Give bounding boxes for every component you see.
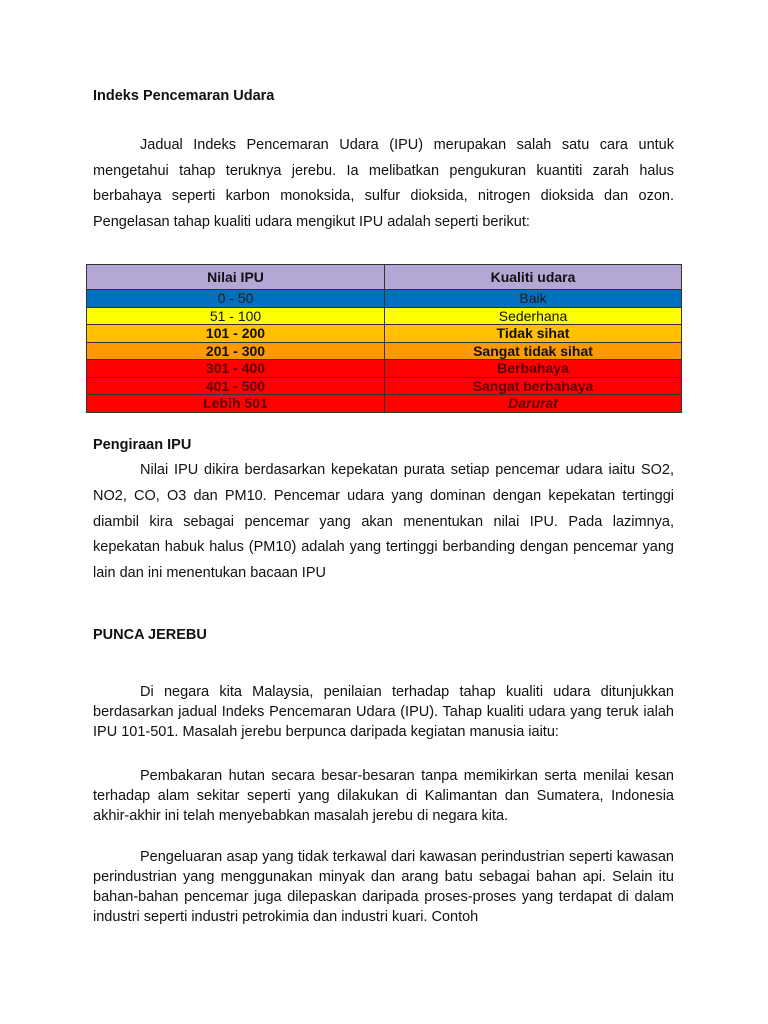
ipu-range-cell: Lebih 501 [87,395,385,413]
punca-paragraph-2 [93,766,674,826]
ipu-range-cell: 0 - 50 [87,290,385,308]
ipu-range-cell: 101 - 200 [87,325,385,343]
ipu-range-cell: 201 - 300 [87,342,385,360]
ipu-range-cell: 401 - 500 [87,377,385,395]
air-quality-cell: Berbahaya [385,360,682,378]
pengiraan-paragraph [93,458,674,587]
ipu-table-row [87,342,682,360]
ipu-range-cell: 51 - 100 [87,307,385,325]
ipu-table-row [87,307,682,325]
header-kualiti-udara: Kualiti udara [385,265,682,290]
pengiraan-text: Nilai IPU dikira berdasarkan kepekatan purata setiap pencemar udara iaitu SO2, NO2, CO, O3 dan PM10. Pencemar udara yang dominan dengan kepekatan tertinggi diambil kira sebagai pencemar yang akan menentukan nilai IPU. Pada lazimnya, kepekatan habuk halus (PM10) adalah yang tertinggi berbanding dengan pencemar yang lain dan ini menentukan bacaan IPU [93,462,674,582]
ipu-table-header-row [87,265,682,290]
ipu-range-cell: 301 - 400 [87,360,385,378]
punca-paragraph-3 [93,847,674,927]
punca-paragraph-1 [93,682,674,742]
ipu-table-row [87,325,682,343]
air-quality-cell: Tidak sihat [385,325,682,343]
ipu-table-row [87,290,682,308]
ipu-table-row [87,377,682,395]
intro-text: Jadual Indeks Pencemaran Udara (IPU) merupakan salah satu cara untuk mengetahui tahap teruknya jerebu. Ia melibatkan pengukuran kuantiti zarah halus berbahaya seperti karbon monoksida, sulfur dioksida, nitrogen dioksida dan ozon. Pengelasan tahap kualiti udara mengikut IPU adalah seperti berikut: [93,137,674,231]
ipu-table [86,264,682,413]
air-quality-cell: Darurat [385,395,682,413]
air-quality-cell: Sangat tidak sihat [385,342,682,360]
punca-heading: PUNCA JEREBU [93,627,207,643]
ipu-table-row [87,395,682,413]
air-quality-cell: Sederhana [385,307,682,325]
pengiraan-heading: Pengiraan IPU [93,437,192,453]
punca-text-2: Pembakaran hutan secara besar-besaran tanpa memikirkan serta menilai kesan terhadap alam sekitar seperti yang dilakukan di Kalimantan dan Sumatera, Indonesia akhir-akhir ini telah menyebabkan masalah jerebu di negara kita. [93,768,674,824]
ipu-table-row [87,360,682,378]
ipu-table-body [87,290,682,413]
document-title: Indeks Pencemaran Udara [93,88,275,104]
air-quality-cell: Baik [385,290,682,308]
air-quality-cell: Sangat berbahaya [385,377,682,395]
punca-text-3: Pengeluaran asap yang tidak terkawal dari kawasan perindustrian seperti kawasan perindustrian yang menggunakan minyak dan arang batu sebagai bahan api. Selain itu bahan-bahan pencemar juga dilepaskan daripada proses-proses yang terdapat di dalam industri seperti industri petrokimia dan industri kuari. Contoh [93,849,674,925]
header-nilai-ipu: Nilai IPU [87,265,385,290]
intro-paragraph [93,133,674,236]
punca-text-1: Di negara kita Malaysia, penilaian terhadap tahap kualiti udara ditunjukkan berdasarkan jadual Indeks Pencemaran Udara (IPU). Tahap kualiti udara yang teruk ialah IPU 101-501. Masalah jerebu berpunca daripada kegiatan manusia iaitu: [93,684,674,740]
